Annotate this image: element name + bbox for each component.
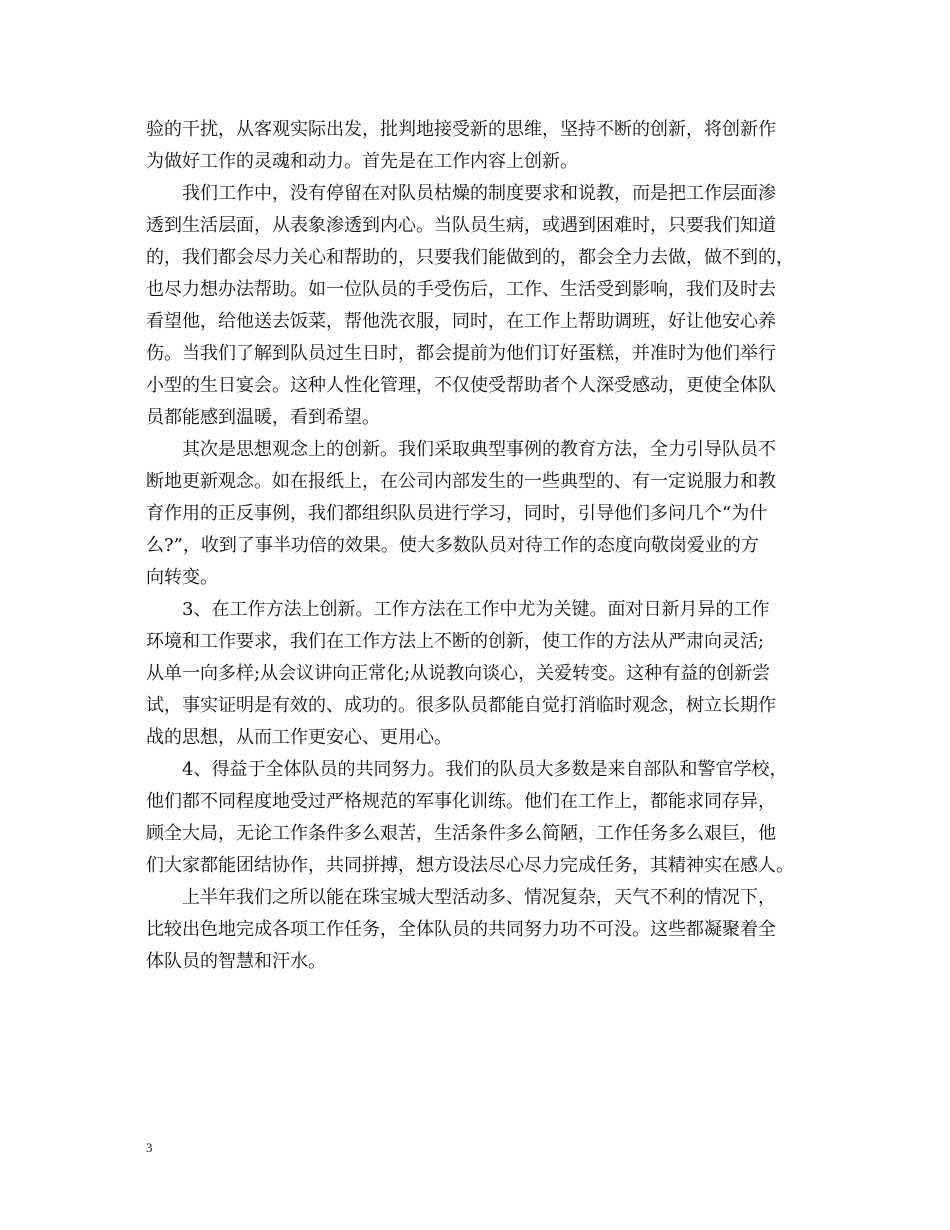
text-line: 3、在工作方法上创新。工作方法在工作中尤为关键。面对日新月异的工作 [182,599,770,620]
text-line: 们大家都能团结协作，共同拼搏，想方设法尽心尽力完成任务，其精神实在感人。 [146,855,794,876]
text-line: 员都能感到温暖，看到希望。 [146,407,380,428]
text-line: 透到生活层面，从表象渗透到内心。当队员生病，或遇到困难时，只要我们知道 [146,215,776,236]
page-number: 3 [146,1140,153,1155]
text-line: 断地更新观念。如在报纸上，在公司内部发生的一些典型的、有一定说服力和教 [146,471,776,492]
text-line: 验的干扰，从客观实际出发，批判地接受新的思维，坚持不断的创新，将创新作 [146,119,776,140]
text-line: 上半年我们之所以能在珠宝城大型活动多、情况复杂，天气不利的情况下， [182,887,776,908]
text-line: 小型的生日宴会。这种人性化管理，不仅使受帮助者个人深受感动，更使全体队 [146,375,776,396]
text-line: 他们都不同程度地受过严格规范的军事化训练。他们在工作上，都能求同存异， [146,791,776,812]
text-line: 的，我们都会尽力关心和帮助的，只要我们能做到的，都会全力去做，做不到的， [146,247,794,268]
text-line: 看望他，给他送去饭菜，帮他洗衣服，同时，在工作上帮助调班，好让他安心养 [146,311,776,332]
body-text [146,114,806,978]
text-line: 我们工作中，没有停留在对队员枯燥的制度要求和说教，而是把工作层面渗 [182,183,776,204]
text-line: 从单一向多样;从会议讲向正常化;从说教向谈心，关爱转变。这种有益的创新尝 [146,663,771,684]
text-line: 体队员的智慧和汗水。 [146,951,326,972]
text-line: 环境和工作要求，我们在工作方法上不断的创新，使工作的方法从严肃向灵活; [146,631,765,652]
text-line: 也尽力想办法帮助。如一位队员的手受伤后，工作、生活受到影响，我们及时去 [146,279,776,300]
text-line: 么?”，收到了事半功倍的效果。使大多数队员对待工作的态度向敬岗爱业的方 [146,535,759,556]
text-line: 试，事实证明是有效的、成功的。很多队员都能自觉打消临时观念，树立长期作 [146,695,776,716]
text-line: 向转变。 [146,567,218,588]
text-line: 4、得益于全体队员的共同努力。我们的队员大多数是来自部队和警官学校， [182,759,788,780]
text-line: 比较出色地完成各项工作任务，全体队员的共同努力功不可没。这些都凝聚着全 [146,919,776,940]
text-line: 战的思想，从而工作更安心、更用心。 [146,727,452,748]
text-line: 伤。当我们了解到队员过生日时，都会提前为他们订好蛋糕，并准时为他们举行 [146,343,776,364]
text-line: 其次是思想观念上的创新。我们采取典型事例的教育方法，全力引导队员不 [182,439,776,460]
text-line: 育作用的正反事例，我们都组织队员进行学习，同时，引导他们多问几个“为什 [146,503,768,524]
text-line: 为做好工作的灵魂和动力。首先是在工作内容上创新。 [146,151,578,172]
text-line: 顾全大局，无论工作条件多么艰苦，生活条件多么简陋，工作任务多么艰巨，他 [146,823,776,844]
